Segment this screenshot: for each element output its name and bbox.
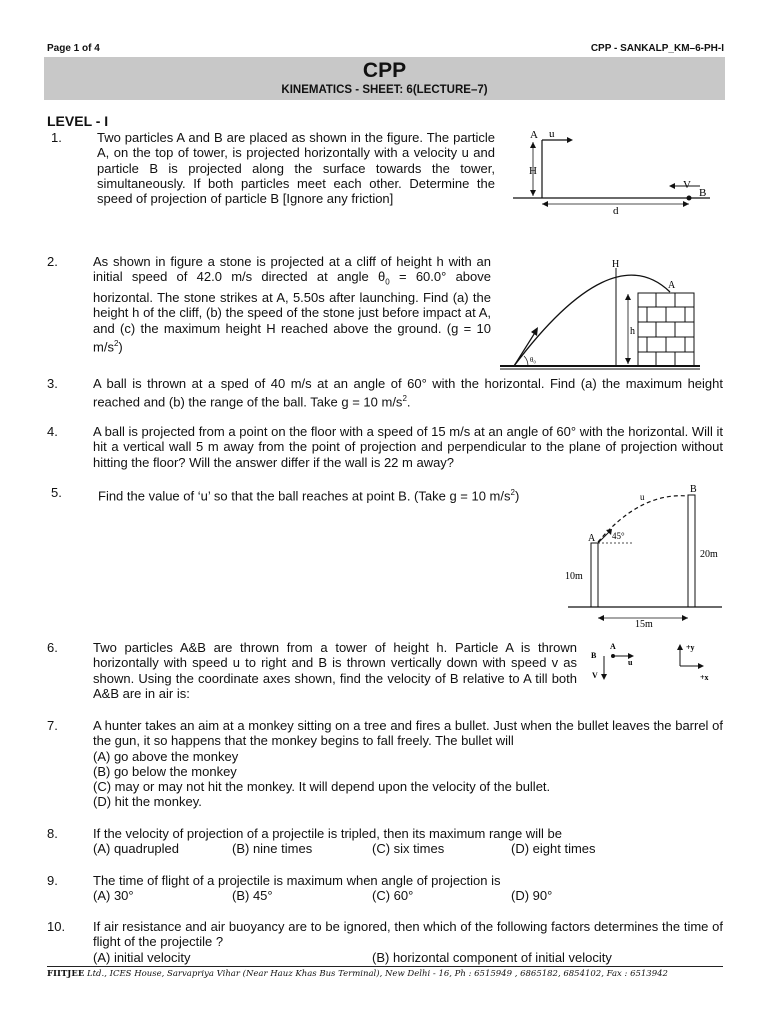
- figure-cliff-projectile: [500, 256, 720, 376]
- arrowhead-icon: [625, 358, 631, 364]
- option-c: (C) six times: [372, 841, 445, 857]
- arrowhead-icon: [567, 137, 573, 143]
- option-a: (A) go above the monkey: [93, 748, 239, 764]
- arrowhead-icon: [598, 615, 604, 621]
- arrowhead-icon: [698, 663, 704, 669]
- label-angle: 45°: [612, 531, 625, 541]
- option-b: (B) 45°: [232, 888, 273, 904]
- option-c: (C) 60°: [372, 888, 414, 904]
- option-d: (D) eight times: [511, 841, 596, 857]
- question-text: A ball is thrown at a sped of 40 m/s at an angle of 60° with the horizontal. Find (a) the maximum height reached and (b) the range of the ball. Take g = 10 $m/s^2$.: [93, 376, 723, 410]
- page-subtitle: KINEMATICS - SHEET: 6(LECTURE–7): [281, 84, 488, 96]
- page-title: CPP: [362, 59, 407, 82]
- question-text: If the velocity of projection of a projectile is tripled, then its maximum range will be: [93, 826, 562, 841]
- label-h: h: [630, 326, 635, 337]
- label-20m: 20m: [700, 549, 718, 560]
- option-d: (D) hit the monkey.: [93, 794, 202, 810]
- label-theta: θ₀: [530, 356, 536, 364]
- arrowhead-icon: [682, 615, 688, 621]
- label-v: V: [592, 671, 598, 680]
- question-text: Find the value of ‘u’ so that the ball reaches at point B. (Take g = 10 $m/s^2$): [98, 488, 520, 504]
- label-15m: 15m: [635, 619, 653, 628]
- label-u: u: [640, 492, 645, 502]
- arrowhead-icon: [677, 644, 683, 650]
- label-u: u: [549, 128, 555, 140]
- level-heading: LEVEL - I: [47, 113, 109, 129]
- velocity-arrow: [598, 531, 610, 543]
- question-text: A hunter takes an aim at a monkey sitting on a tree and fires a bullet. Just when the bullet leaves the barrel of the gun, it so happens that the monkey begins to fall freely. The bullet will: [93, 718, 723, 749]
- option-b: (B) go below the monkey: [93, 763, 237, 779]
- option-c: (C) may or may not hit the monkey. It will depend upon the velocity of the bullet.: [93, 779, 551, 795]
- figure-axes: [588, 638, 718, 686]
- question-text: A ball is projected from a point on the floor with a speed of 15 m/s at an angle of 60° with the horizontal. Will it hit a vertical wall 5 m away from the point of projection and perpendicular to the plane of projection without hitting the floor? Will the answer differ if the wall is 22 m away?: [93, 424, 723, 470]
- label-a: A: [588, 533, 596, 544]
- option-a: (A) 30°: [93, 888, 134, 904]
- tower-b: [688, 495, 695, 607]
- question-number: 2.: [47, 254, 58, 269]
- label-b: B: [699, 187, 707, 199]
- option-b: (B) horizontal component of initial velocity: [372, 949, 612, 965]
- question-text: As shown in figure a stone is projected at a cliff of height h with an initial speed of 42.0 m/s directed at angle $\theta_0 = 60.0^\circ$ above horizontal. The stone strikes at A, 5.50s after launching. Find (a) the height h of the cliff, (b) the speed of the stone just before impact at A, and (c) the maximum height H reached above the ground. (g = 10 $m/s^2$): [93, 254, 491, 355]
- question-text: Two particles A and B are placed as shown in the figure. The particle A, on the top of tower, is projected horizontally with a velocity u and particle B is projected along the surface towards the tower, simultaneously. If both particles meet each other. Determine the speed of projection of particle B [Ignore any friction]: [97, 130, 495, 207]
- document-code: CPP - SANKALP_KM–6-PH-I: [590, 43, 724, 54]
- label-a: A: [668, 280, 676, 291]
- particle-b: [687, 196, 692, 201]
- question-text: Two particles A&B are thrown from a tower of height h. Particle A is thrown horizontally with speed u to right and B is thrown vertically down with speed v as shown. Using the coordinate axes shown, find the velocity of B relative to A till both A&B are in air is:: [93, 640, 577, 701]
- label-a: A: [610, 642, 616, 651]
- label-plus-y: +y: [686, 643, 695, 652]
- question-text: The time of flight of a projectile is maximum when angle of projection is: [93, 873, 501, 888]
- question-number: 1.: [51, 130, 62, 145]
- label-d: d: [613, 205, 619, 217]
- brand-logo: FIITJEE: [47, 969, 85, 979]
- arrowhead-icon: [601, 674, 607, 680]
- question-number: 9.: [47, 873, 58, 888]
- label-h-max: H: [612, 259, 620, 270]
- label-h: H: [529, 165, 537, 177]
- label-plus-x: +x: [700, 673, 709, 682]
- figure-tower-particles: [505, 126, 715, 218]
- page-footer: [47, 966, 723, 979]
- arrowhead-icon: [542, 201, 548, 207]
- option-d: (D) 90°: [511, 888, 553, 904]
- option-b: (B) nine times: [232, 841, 313, 857]
- label-u: u: [628, 658, 633, 667]
- question-number: 5.: [51, 485, 62, 500]
- tower-a: [591, 543, 598, 607]
- angle-arc: [524, 356, 528, 366]
- option-a: (A) quadrupled: [93, 841, 179, 857]
- question-number: 8.: [47, 826, 58, 841]
- brick-cliff: [638, 293, 694, 366]
- label-a: A: [530, 129, 538, 141]
- arrowhead-icon: [669, 183, 675, 189]
- figure-two-towers: [562, 480, 727, 628]
- label-b: B: [690, 484, 697, 495]
- label-10m: 10m: [565, 571, 583, 582]
- footer-address: Ltd., ICES House, Sarvapriya Vihar (Near Hauz Khas Bus Terminal), New Delhi - 16, Ph : 6515949 , 6865182, 6854102, Fax : 6513942: [84, 969, 668, 979]
- label-b: B: [591, 651, 597, 660]
- title-banner: [44, 57, 725, 100]
- arrowhead-icon: [531, 327, 538, 336]
- question-text: If air resistance and air buoyancy are to be ignored, then which of the following factors determines the time of flight of the projectile ?: [93, 919, 723, 950]
- question-number: 6.: [47, 640, 58, 655]
- question-number: 3.: [47, 376, 58, 391]
- question-number: 7.: [47, 718, 58, 733]
- label-v: V: [683, 179, 691, 191]
- arrowhead-icon: [683, 201, 689, 207]
- question-number: 4.: [47, 424, 58, 439]
- arrowhead-icon: [530, 190, 536, 196]
- question-number: 10.: [47, 919, 66, 934]
- arrowhead-icon: [530, 142, 536, 148]
- arrowhead-icon: [625, 294, 631, 300]
- page-number: Page 1 of 4: [47, 43, 100, 54]
- option-a: (A) initial velocity: [93, 949, 191, 965]
